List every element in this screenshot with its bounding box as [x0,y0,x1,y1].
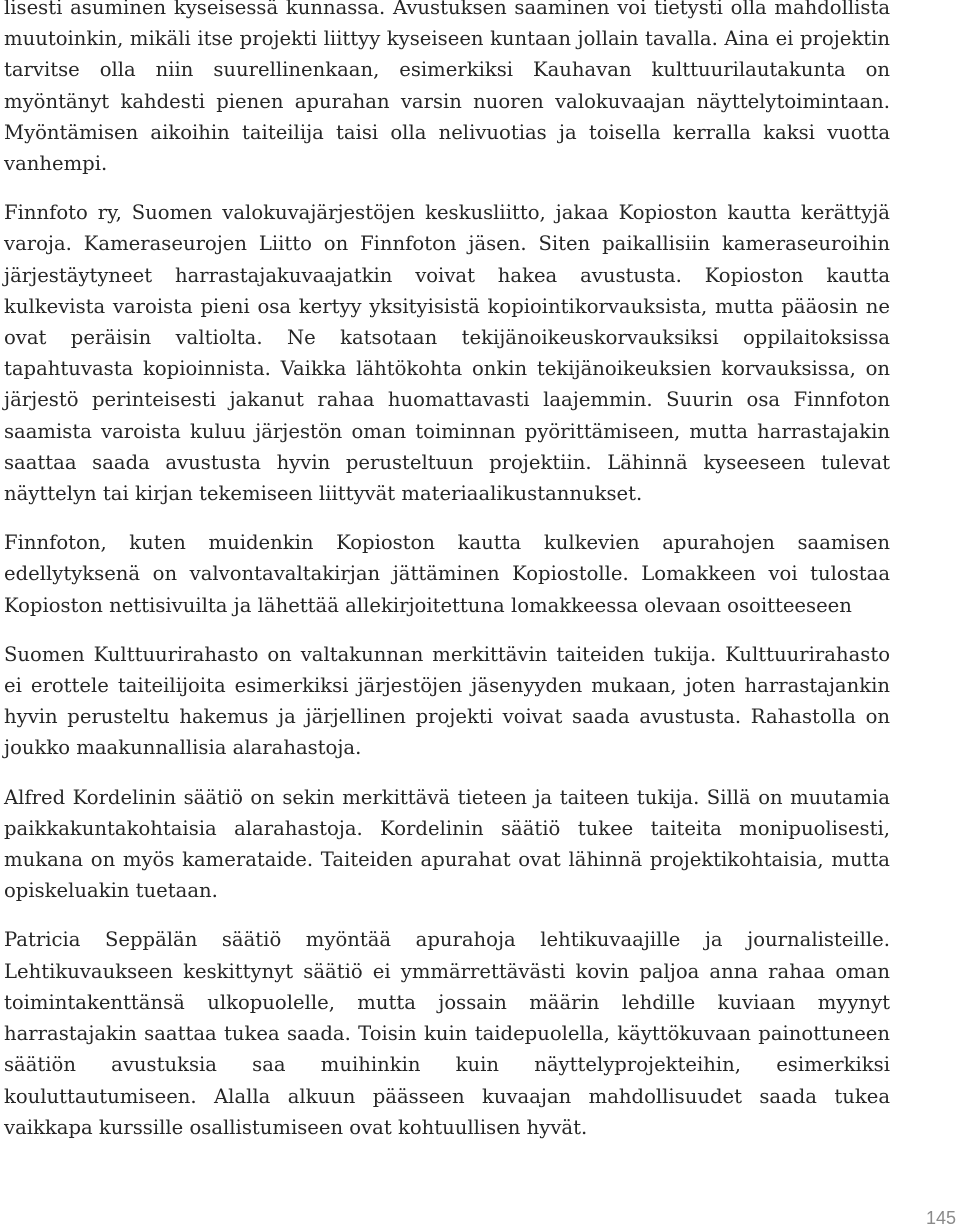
paragraph-kulttuurirahasto: Suomen Kulttuurirahasto on valtakunnan merkittävin taiteiden tukija. Kulttuurirahasto ei erottele taiteilijoita esimerkiksi järjestöjen jäsenyyden mukaan, joten harrastajankin hyvin perusteltu hakemus ja järjellinen projekti voivat saada avustusta. Rahastolla on joukko maakunnallisia alarahastoja. [4,642,890,760]
paragraph-seppala: Patricia Seppälän säätiö myöntää apurahoja lehtikuvaajille ja journalisteille. Lehtikuvaukseen keskittynyt säätiö ei ymmärrettävästi kovin paljoa anna rahaa oman toimintakenttänsä ulkopuolelle, mutta jossain määrin lehdille kuviaan myynyt harrastajakin saattaa tukea saada. Toisin kuin taidepuolella, käyttökuvaan painottuneen säätiön avustuksia saa muihinkin kuin näyttelyprojekteihin, esimerkiksi kouluttautumiseen. Alalla alkuun päässeen kuvaajan mahdollisuudet saada tukea vaikkapa kurssille osallistumiseen ovat kohtuullisen hyvät. [4,928,890,1139]
paragraph-municipal-grants: lisesti asuminen kyseisessä kunnassa. Avustuksen saaminen voi tietysti olla mahdollista muutoinkin, mikäli itse projekti liittyy kyseiseen kuntaan jollain tavalla. Aina ei projektin tarvitse olla niin suurellinenkaan, esimerkiksi Kauhavan kulttuurilautakunta on myöntänyt kahdesti pienen apurahan varsin nuoren valokuvaajan näyttelytoimintaan. Myöntämisen aikoihin taiteilija taisi olla nelivuotias ja toisella kerralla kaksi vuotta vanhempi. [4,0,890,176]
body-text [4,0,890,1143]
paragraph-kordelin: Alfred Kordelinin säätiö on sekin merkittävä tieteen ja taiteen tukija. Sillä on muutamia paikkakuntakohtaisia alarahastoja. Kordelinin säätiö tukee taiteita monipuolisesti, mukana on myös kamerataide. Taiteiden apurahat ovat lähinnä projektikohtaisia, mutta opiskeluakin tuetaan. [4,785,890,903]
paragraph-finnfoto: Finnfoto ry, Suomen valokuvajärjestöjen keskusliitto, jakaa Kopioston kautta kerättyjä varoja. Kameraseurojen Liitto on Finnfoton jäsen. Siten paikallisiin kameraseuroihin järjestäytyneet harrastajakuvaajatkin voivat hakea avustusta. Kopioston kautta kulkevista varoista pieni osa kertyy yksityisistä kopiointikorvauksista, mutta pääosin ne ovat peräisin valtiolta. Ne katsotaan tekijänoikeuskorvauksiksi oppilaitoksissa tapahtuvasta kopioinnista. Vaikka lähtökohta onkin tekijänoikeuksien korvauksissa, on järjestö perinteisesti jakanut rahaa huomattavasti laajemmin. Suurin osa Finnfoton saamista varoista kuluu järjestön oman toiminnan pyörittämiseen, mutta harrastajakin saattaa saada avustusta hyvin perusteltuun projektiin. Lähinnä kyseeseen tulevat näyttelyn tai kirjan tekemiseen liittyvät materiaalikustannukset. [4,201,890,506]
paragraph-kopiosto-requirement: Finnfoton, kuten muidenkin Kopioston kautta kulkevien apurahojen saamisen edellytyksenä on valvontavaltakirjan jättäminen Kopiostolle. Lomakkeen voi tulostaa Kopioston nettisivuilta ja lähettää allekirjoitettuna lomakkeessa olevaan osoitteeseen [4,531,890,617]
page-number: 145 [925,1208,956,1228]
